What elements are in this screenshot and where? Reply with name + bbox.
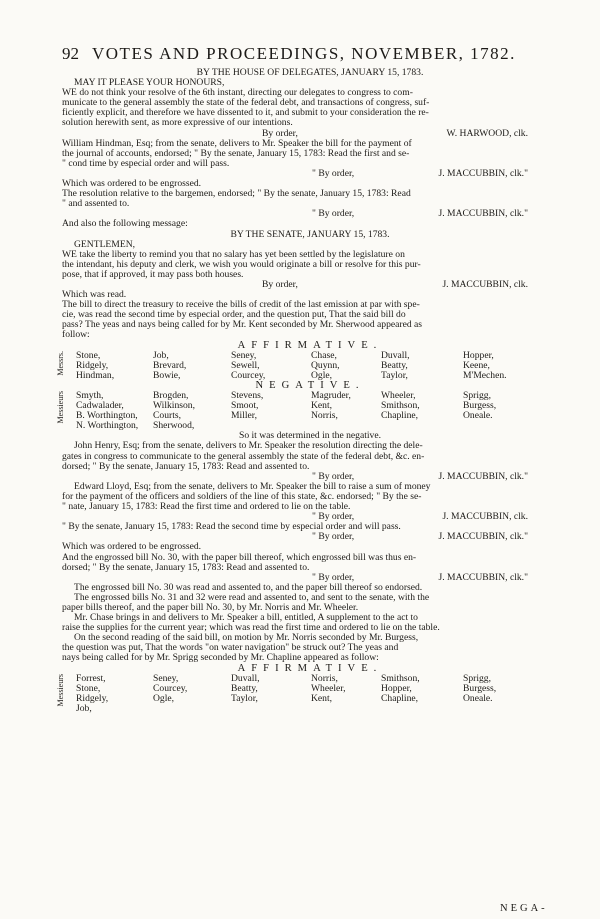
vote-table-side-label: Messieurs — [56, 391, 65, 424]
document-body — [56, 68, 558, 714]
text-line: municate to the general assembly the state of the federal debt, and transactions of congress, suf- — [62, 98, 430, 109]
text-line: dorsed; " By the senate, January 15, 1783: Read and assented to. — [62, 461, 310, 472]
vote-row — [76, 391, 558, 401]
vote-row — [76, 694, 558, 704]
member-name: Chapline, — [381, 411, 419, 422]
vote-row — [76, 704, 558, 714]
signature-by: By order, — [262, 128, 298, 139]
vote-heading: AFFIRMATIVE. — [237, 663, 383, 674]
signature-clerk: J. MACCUBBIN, clk. — [442, 512, 528, 523]
text-line: John Henry, Esq; from the senate, delivers to Mr. Speaker the resolution directing the dele- — [74, 441, 423, 452]
text-line: " By the senate, January 15, 1783: Read the second time by especial order and will pass. — [62, 522, 401, 533]
member-name: Burgess, — [463, 401, 497, 412]
member-name: Chase, — [311, 350, 337, 361]
member-name: Norris, — [311, 673, 338, 684]
vote-table-side-label: Messrs. — [56, 350, 65, 376]
member-name — [231, 704, 311, 714]
signature-line — [62, 512, 558, 522]
text-line: On the second reading of the said bill, on motion by Mr. Norris seconded by Mr. Burgess, — [74, 633, 419, 644]
text-line: solution herewith sent, as more expressive of our intentions. — [62, 118, 293, 129]
text-line: ficiently explicit, and therefore we have dissented to it, and submit to your consideration the re- — [62, 108, 429, 119]
member-name: Hopper, — [463, 350, 494, 361]
member-name: Oneale. — [463, 693, 493, 704]
member-name: Seney, — [231, 350, 257, 361]
text-line: pass? The yeas and nays being called for by Mr. Kent seconded by Mr. Sherwood appeared as — [62, 320, 423, 331]
member-name: Bowie, — [153, 370, 181, 381]
signature-clerk: W. HARWOOD, clk. — [446, 128, 528, 139]
signature-line — [62, 532, 558, 542]
member-name: Stone, — [76, 683, 101, 694]
text-line: nays being called for by Mr. Sprigg seconded by Mr. Chapline appeared as follow: — [62, 653, 379, 664]
text-line: the question was put, That the words "on water navigation" be struck out? The yeas and — [62, 643, 399, 654]
member-name: Burgess, — [463, 683, 497, 694]
vote-heading: AFFIRMATIVE. — [237, 340, 383, 351]
text-line: And the engrossed bill No. 30, with the paper bill thereof, which engrossed bill was thus en- — [62, 552, 417, 563]
text-line: " cond time by especial order and will pass. — [62, 158, 230, 169]
vote-table-side-label: Messieurs — [56, 673, 65, 707]
member-name: Courcey, — [231, 370, 266, 381]
text-line: dorsed; " By the senate, January 15, 1783: Read and assented to. — [62, 562, 310, 573]
member-name: Job, — [153, 350, 169, 361]
signature-clerk: J. MACCUBBIN, clk." — [438, 532, 528, 543]
signature-by: " By order, — [312, 532, 355, 543]
vote-row — [76, 421, 558, 431]
vote-row — [76, 411, 558, 421]
member-name — [153, 704, 231, 714]
vote-row — [76, 684, 558, 694]
signature-line — [62, 169, 558, 179]
member-name: Sprigg, — [463, 391, 491, 401]
text-line: Which was ordered to be engrossed. — [62, 179, 202, 190]
member-name: Norris, — [311, 411, 338, 422]
member-name — [381, 704, 463, 714]
member-name: M'Mechen. — [463, 370, 507, 381]
member-name: Stevens, — [231, 391, 264, 401]
text-line: Which was ordered to be engrossed. — [62, 542, 202, 553]
text-line: BY THE HOUSE OF DELEGATES, JANUARY 15, 1783. — [196, 68, 424, 78]
member-name: Ridgely, — [76, 693, 109, 704]
member-name: Smithson, — [381, 401, 420, 412]
member-name: Miller, — [231, 411, 257, 422]
vote-row — [76, 351, 558, 361]
member-name: Taylor, — [231, 693, 258, 704]
member-name: Wheeler, — [381, 391, 416, 401]
member-name: Oneale. — [463, 411, 493, 422]
signature-clerk: J. MACCUBBIN, clk." — [438, 168, 528, 179]
text-line: for the payment of the officers and soldiers of the line of this state, &c. endorsed; " By the se- — [62, 491, 422, 502]
vote-row — [76, 674, 558, 684]
text-line: The resolution relative to the bargemen, endorsed; " By the senate, January 15, 1783: Read — [62, 189, 411, 200]
member-name: Duvall, — [381, 350, 410, 361]
signature-by: " By order, — [312, 471, 355, 482]
member-name: Courts, — [153, 411, 181, 422]
signature-line — [62, 129, 558, 139]
member-name: Beatty, — [381, 360, 408, 371]
text-line: Mr. Chase brings in and delivers to Mr. Speaker a bill, entitled, A supplement to the act to — [74, 613, 418, 624]
member-name: Brogden, — [153, 391, 189, 401]
signature-by: " By order, — [312, 168, 355, 179]
text-line: The engrossed bill No. 30 was read and assented to, and the paper bill thereof so endorsed. — [74, 582, 423, 593]
text-line: gates in congress to communicate to the general assembly the state of the federal debt, &c. en- — [62, 451, 425, 462]
member-name: Keene, — [463, 360, 490, 371]
member-name: Duvall, — [231, 673, 260, 684]
member-name: Ogle, — [153, 693, 175, 704]
member-name: Sherwood, — [153, 421, 195, 432]
page-number: 92 — [62, 44, 79, 63]
vote-table — [56, 391, 558, 432]
member-name — [463, 704, 543, 714]
vote-table — [56, 350, 558, 381]
text-line: raise the supplies for the current year; which was read the first time and ordered to lie on the table. — [62, 623, 440, 634]
member-name: Kent, — [311, 693, 333, 704]
member-name — [381, 421, 463, 431]
text-line: MAY IT PLEASE YOUR HONOURS, — [74, 78, 225, 89]
text-line: follow: — [62, 330, 90, 341]
signature-by: " By order, — [312, 512, 355, 523]
member-name: Brevard, — [153, 360, 187, 371]
vote-row — [76, 401, 558, 411]
member-name: Hindman, — [76, 370, 115, 381]
signature-line — [62, 573, 558, 583]
member-name: Sprigg, — [463, 673, 491, 684]
vote-row — [76, 371, 558, 381]
member-name — [311, 704, 381, 714]
text-line: pose, that if approved, it may pass both houses. — [62, 269, 244, 280]
signature-by: By order, — [262, 279, 298, 290]
text-line: paper bills thereof, and the paper bill No. 30, by Mr. Norris and Mr. Wheeler. — [62, 602, 359, 613]
signature-clerk: J. MACCUBBIN, clk." — [438, 471, 528, 482]
text-line: Which was read. — [62, 290, 127, 301]
member-name: N. Worthington, — [76, 421, 139, 432]
text-line: And also the following message: — [62, 219, 188, 230]
member-name: Cadwalader, — [76, 401, 124, 412]
text-line: WE take the liberty to remind you that no salary has yet been settled by the legislature on — [62, 249, 405, 260]
text-line: BY THE SENATE, JANUARY 15, 1783. — [230, 229, 390, 240]
signature-by: " By order, — [312, 209, 355, 220]
signature-by: " By order, — [312, 572, 355, 583]
vote-row — [76, 361, 558, 371]
text-line: " and assented to. — [62, 199, 130, 210]
catchword: NEGA- — [500, 903, 548, 914]
member-name: Wheeler, — [311, 683, 346, 694]
member-name — [311, 421, 381, 431]
text-line: cie, was read the second time by especial order, and the question put, That the said bill do — [62, 310, 406, 321]
member-name: Quynn, — [311, 360, 340, 371]
text-line: " nate, January 15, 1783: Read the first time and ordered to lie on the table. — [62, 502, 351, 513]
member-name: Kent, — [311, 401, 333, 412]
member-name — [463, 421, 543, 431]
member-name: Hopper, — [381, 683, 412, 694]
member-name: Ridgely, — [76, 360, 109, 371]
text-line: William Hindman, Esq; from the senate, delivers to Mr. Speaker the bill for the payment of — [62, 138, 412, 149]
text-line: WE do not think your resolve of the 6th instant, directing our delegates to congress to com- — [62, 88, 413, 99]
member-name: Forrest, — [76, 673, 106, 684]
running-header — [62, 44, 562, 66]
member-name: B. Worthington, — [76, 411, 138, 422]
member-name: Beatty, — [231, 683, 258, 694]
text-line: the intendant, his deputy and clerk, we wish you would originate a bill or resolve for this pur- — [62, 259, 421, 270]
signature-line — [62, 280, 558, 290]
signature-clerk: J. MACCUBBIN, clk. — [442, 279, 528, 290]
signature-clerk: J. MACCUBBIN, clk." — [438, 572, 528, 583]
vote-heading: NEGATIVE. — [255, 380, 365, 391]
member-name: Chapline, — [381, 693, 419, 704]
signature-line — [62, 209, 558, 219]
signature-clerk: J. MACCUBBIN, clk." — [438, 209, 528, 220]
member-name: Stone, — [76, 350, 101, 361]
text-line: the journal of accounts, endorsed; " By the senate, January 15, 1783: Read the first and se- — [62, 148, 410, 159]
text-line: GENTLEMEN, — [74, 239, 136, 250]
member-name: Taylor, — [381, 370, 408, 381]
member-name — [231, 421, 311, 431]
member-name: Wilkinson, — [153, 401, 195, 412]
member-name: Seney, — [153, 673, 179, 684]
member-name: Magruder, — [311, 391, 351, 401]
text-line: The engrossed bills No. 31 and 32 were read and assented to, and sent to the senate, with the — [74, 592, 430, 603]
text-line: So it was determined in the negative. — [238, 431, 381, 442]
member-name: Job, — [76, 703, 92, 714]
member-name: Ogle, — [311, 370, 333, 381]
text-line: Edward Lloyd, Esq; from the senate, delivers to Mr. Speaker the bill to raise a sum of money — [74, 481, 431, 492]
member-name: Courcey, — [153, 683, 188, 694]
signature-line — [62, 472, 558, 482]
member-name: Smoot, — [231, 401, 259, 412]
vote-table — [56, 673, 558, 714]
member-name: Smithson, — [381, 673, 420, 684]
member-name: Smyth, — [76, 391, 104, 401]
member-name: Sewell, — [231, 360, 260, 371]
text-line: The bill to direct the treasury to receive the bills of credit of the last emission at par with spe- — [62, 300, 420, 311]
running-title: VOTES AND PROCEEDINGS, NOVEMBER, 1782. — [92, 44, 516, 63]
